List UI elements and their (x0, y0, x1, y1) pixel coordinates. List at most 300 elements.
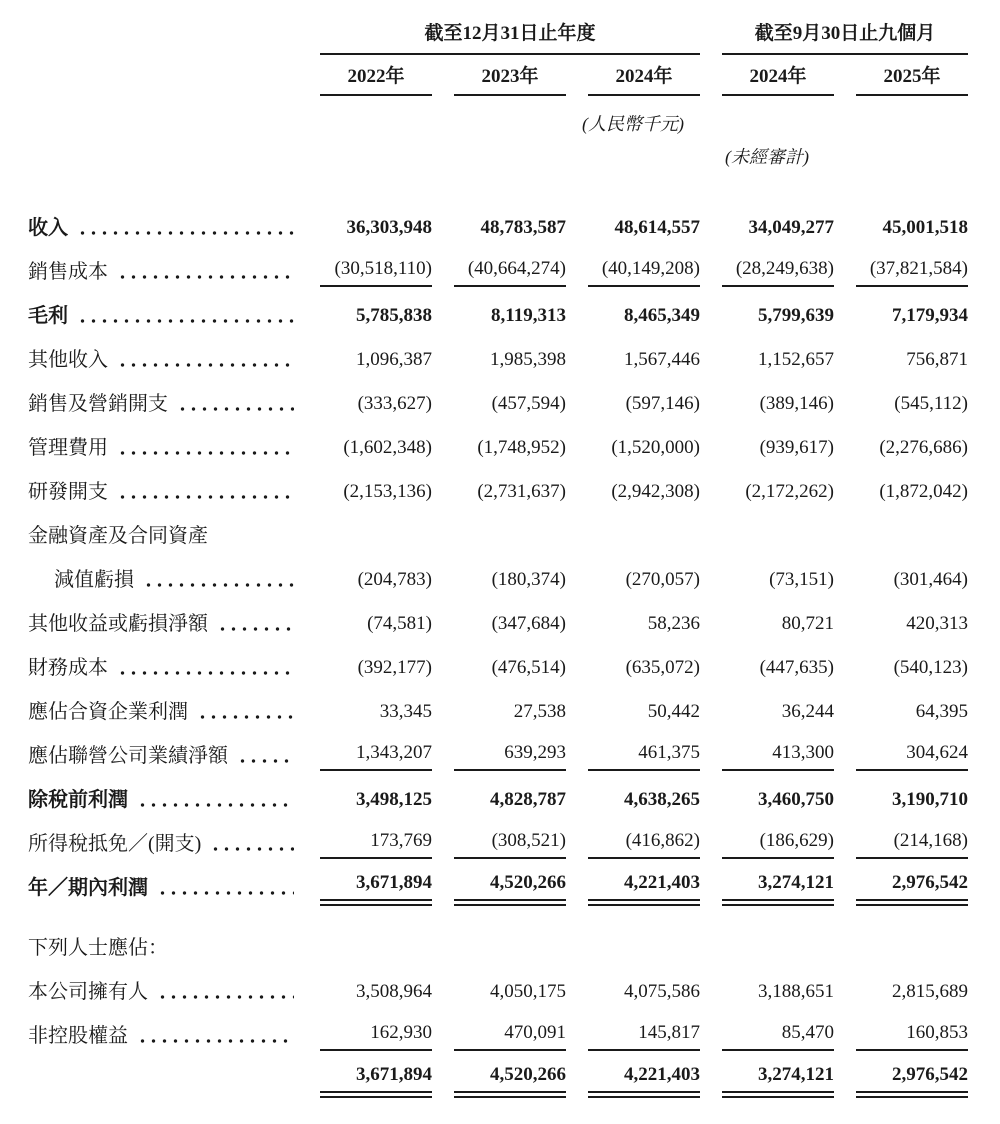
value-text: 3,671,894 (356, 1063, 432, 1085)
row-label-text: 金融資產及合同資產 (28, 525, 208, 547)
underline-rule (856, 769, 968, 771)
table-row (28, 646, 968, 690)
value-cell (298, 250, 432, 294)
value-cell (566, 970, 700, 1014)
row-label (28, 523, 298, 549)
value-cell (566, 1014, 700, 1058)
value-cell (298, 338, 432, 382)
dot-leader (217, 627, 294, 631)
value-text: 36,303,948 (346, 217, 432, 238)
value-cell (298, 690, 432, 734)
double-underline-rule (722, 1091, 834, 1098)
value-text: 1,343,207 (356, 742, 432, 763)
value-cell (700, 778, 834, 822)
value-text: 4,075,586 (624, 981, 700, 1002)
row-label (28, 347, 298, 373)
value-cell (298, 646, 432, 690)
value-cell (432, 778, 566, 822)
dot-leader (77, 319, 294, 323)
underline-rule (588, 94, 700, 96)
value-cell (834, 1058, 968, 1102)
value-cell (700, 426, 834, 470)
label-column-spacer (28, 144, 298, 170)
value-cell (700, 646, 834, 690)
underline-rule (722, 769, 834, 771)
value-text: 4,520,266 (490, 871, 566, 893)
row-label-text: 除稅前利潤 (28, 789, 128, 811)
value-cell (566, 206, 700, 250)
value-cell (700, 866, 834, 910)
value-text: (2,153,136) (343, 481, 432, 502)
value-text: 413,300 (772, 742, 834, 763)
value-cell (566, 646, 700, 690)
underline-rule (320, 285, 432, 287)
value-cell (298, 970, 432, 1014)
value-cell (432, 206, 566, 250)
value-text: (28,249,638) (735, 258, 834, 279)
value-cell (432, 470, 566, 514)
value-cell (298, 778, 432, 822)
value-text: 5,799,639 (758, 305, 834, 326)
row-label-text: 非控股權益 (28, 1025, 128, 1047)
value-text: 756,871 (906, 349, 968, 370)
value-cell (432, 250, 566, 294)
value-cell (298, 866, 432, 910)
value-cell (834, 970, 968, 1014)
value-cell (834, 206, 968, 250)
value-text: (1,872,042) (879, 481, 968, 502)
value-cell (298, 294, 432, 338)
value-cell (432, 690, 566, 734)
value-text: 3,188,651 (758, 981, 834, 1002)
value-text: 3,671,894 (356, 871, 432, 893)
value-text: (939,617) (759, 437, 834, 458)
dot-leader (237, 759, 294, 763)
dot-leader (77, 231, 294, 235)
table-row (28, 866, 968, 910)
table-row (28, 822, 968, 866)
value-cell (700, 514, 834, 558)
value-cell (566, 470, 700, 514)
dot-leader (143, 583, 294, 587)
currency-note: (人民幣千元) (582, 114, 684, 134)
value-cell (700, 602, 834, 646)
value-text: (2,942,308) (611, 481, 700, 502)
value-cell (432, 866, 566, 910)
underline-rule (454, 1049, 566, 1051)
table-row (28, 338, 968, 382)
value-cell (432, 602, 566, 646)
underline-rule (454, 857, 566, 859)
double-underline-rule (588, 1091, 700, 1098)
value-cell (432, 558, 566, 602)
value-text: (333,627) (357, 393, 432, 414)
value-text: (2,731,637) (477, 481, 566, 502)
value-cell (834, 734, 968, 778)
value-cell (834, 1014, 968, 1058)
value-text: 461,375 (638, 742, 700, 763)
row-label-text: 收入 (28, 217, 68, 239)
value-cell (834, 338, 968, 382)
currency-note-row (28, 111, 968, 137)
value-text: (1,520,000) (611, 437, 700, 458)
value-cell (700, 558, 834, 602)
value-cell (432, 822, 566, 866)
dot-leader (137, 1039, 294, 1043)
value-cell (834, 602, 968, 646)
value-cell (566, 382, 700, 426)
value-text: 5,785,838 (356, 305, 432, 326)
value-text: 3,274,121 (758, 1063, 834, 1085)
value-cell (700, 206, 834, 250)
row-label (28, 1023, 298, 1049)
underline-rule (588, 857, 700, 859)
value-cell (700, 470, 834, 514)
column-group-row (28, 22, 968, 55)
value-text: (2,172,262) (745, 481, 834, 502)
underline-rule (320, 769, 432, 771)
table-row (28, 1014, 968, 1058)
table-row (28, 250, 968, 294)
value-text: 27,538 (513, 701, 566, 722)
value-cell (566, 926, 700, 970)
value-text: 4,221,403 (624, 1063, 700, 1085)
double-underline-rule (320, 899, 432, 906)
value-cell (432, 734, 566, 778)
table-row (28, 426, 968, 470)
col-group-annual (298, 22, 700, 55)
value-text: (2,276,686) (879, 437, 968, 458)
row-label-text: 其他收入 (28, 349, 108, 371)
row-label-text: 減值虧損 (54, 569, 134, 591)
double-underline-rule (856, 899, 968, 906)
underline-rule (856, 1049, 968, 1051)
value-cell (566, 250, 700, 294)
dot-leader (117, 451, 294, 455)
value-cell (700, 690, 834, 734)
year-header-row (28, 65, 968, 96)
row-label (28, 259, 298, 285)
row-label (28, 303, 298, 329)
value-cell (566, 558, 700, 602)
value-text: 1,096,387 (356, 349, 432, 370)
value-text: 3,498,125 (356, 789, 432, 810)
value-text: (270,057) (625, 569, 700, 590)
col-header-2024: 2024年 (566, 65, 700, 96)
value-text: 160,853 (906, 1022, 968, 1043)
value-text: 470,091 (504, 1022, 566, 1043)
value-cell (432, 646, 566, 690)
col-group-nine-months-title: 截至9月30日止九個月 (722, 22, 968, 55)
value-cell (298, 926, 432, 970)
value-cell (834, 294, 968, 338)
value-text: 4,828,787 (490, 789, 566, 810)
value-text: 85,470 (781, 1022, 834, 1043)
underline-rule (588, 769, 700, 771)
double-underline-rule (588, 899, 700, 906)
value-cell (566, 734, 700, 778)
table-row (28, 514, 968, 558)
value-cell (834, 426, 968, 470)
value-text: (301,464) (893, 569, 968, 590)
row-label (28, 979, 298, 1005)
row-label-text: 下列人士應佔： (28, 937, 168, 959)
row-label (28, 831, 298, 857)
value-cell (566, 602, 700, 646)
value-cell (298, 734, 432, 778)
underline-rule (722, 94, 834, 96)
value-cell (834, 646, 968, 690)
value-text: (1,748,952) (477, 437, 566, 458)
value-cell (566, 338, 700, 382)
underline-rule (588, 285, 700, 287)
underline-rule (454, 94, 566, 96)
value-text: 33,345 (379, 701, 432, 722)
value-text: 2,976,542 (892, 1063, 968, 1085)
value-cell (298, 382, 432, 426)
row-label-text: 應佔聯營公司業績淨額 (28, 745, 228, 767)
value-text: 3,190,710 (892, 789, 968, 810)
value-text: 64,395 (915, 701, 968, 722)
value-cell (700, 1014, 834, 1058)
value-cell (834, 690, 968, 734)
value-cell (432, 926, 566, 970)
value-text: (30,518,110) (334, 258, 432, 279)
value-text: 45,001,518 (882, 217, 968, 238)
value-cell (700, 294, 834, 338)
value-cell (834, 470, 968, 514)
underline-rule (722, 857, 834, 859)
value-text: 58,236 (647, 613, 700, 634)
value-text: 7,179,934 (892, 305, 968, 326)
table-row (28, 1058, 968, 1102)
value-cell (700, 382, 834, 426)
value-text: 4,520,266 (490, 1063, 566, 1085)
table-row (28, 926, 968, 970)
row-label-text: 財務成本 (28, 657, 108, 679)
value-text: (347,684) (491, 613, 566, 634)
dot-leader (157, 891, 294, 895)
value-text: 3,460,750 (758, 789, 834, 810)
underline-rule (320, 1049, 432, 1051)
underline-rule (856, 857, 968, 859)
row-label (28, 655, 298, 681)
value-text: 420,313 (906, 613, 968, 634)
value-cell (298, 470, 432, 514)
table-row (28, 734, 968, 778)
dot-leader (117, 275, 294, 279)
value-cell (566, 778, 700, 822)
value-cell (298, 822, 432, 866)
table-row (28, 558, 968, 602)
dot-leader (197, 715, 294, 719)
col-group-annual-title: 截至12月31日止年度 (320, 22, 700, 55)
value-cell (432, 1014, 566, 1058)
dot-leader (177, 407, 294, 411)
value-text: 2,976,542 (892, 871, 968, 893)
value-cell (566, 866, 700, 910)
underline-rule (320, 94, 432, 96)
value-text: (392,177) (357, 657, 432, 678)
row-label-text: 年／期內利潤 (28, 877, 148, 899)
row-label (28, 391, 298, 417)
table-row (28, 206, 968, 250)
value-text: (635,072) (625, 657, 700, 678)
value-cell (566, 514, 700, 558)
unaudited-note-row (28, 144, 968, 170)
value-text: (40,149,208) (601, 258, 700, 279)
table-row (28, 470, 968, 514)
row-label-text: 所得稅抵免／(開支) (28, 833, 202, 855)
value-cell (700, 970, 834, 1014)
value-text: (37,821,584) (869, 258, 968, 279)
value-cell (566, 294, 700, 338)
value-cell (834, 382, 968, 426)
value-cell (432, 970, 566, 1014)
dot-leader (210, 847, 294, 851)
value-text: 1,152,657 (758, 349, 834, 370)
row-label (28, 875, 298, 901)
value-cell (298, 602, 432, 646)
value-cell (298, 206, 432, 250)
col-group-nine-months (700, 22, 968, 55)
value-cell (834, 514, 968, 558)
value-text: (73,151) (769, 569, 834, 590)
underline-rule (856, 94, 968, 96)
table-row (28, 970, 968, 1014)
dot-leader (157, 995, 294, 999)
value-cell (834, 866, 968, 910)
value-cell (700, 1058, 834, 1102)
value-text: 8,119,313 (491, 305, 566, 326)
value-text: (180,374) (491, 569, 566, 590)
value-cell (566, 690, 700, 734)
row-label-text: 銷售及營銷開支 (28, 393, 168, 415)
underline-rule (588, 1049, 700, 1051)
value-cell (700, 926, 834, 970)
value-cell (834, 926, 968, 970)
value-text: (74,581) (367, 613, 432, 634)
value-text: (597,146) (625, 393, 700, 414)
value-text: (308,521) (491, 830, 566, 851)
value-cell (700, 250, 834, 294)
double-underline-rule (454, 1091, 566, 1098)
value-cell (298, 558, 432, 602)
double-underline-rule (722, 899, 834, 906)
row-label-text: 研發開支 (28, 481, 108, 503)
table-row (28, 690, 968, 734)
dot-leader (117, 363, 294, 367)
underline-rule (454, 285, 566, 287)
value-text: 145,817 (638, 1022, 700, 1043)
label-column-spacer (28, 111, 298, 137)
row-label-text: 本公司擁有人 (28, 981, 148, 1003)
value-cell (834, 250, 968, 294)
row-label-text: 銷售成本 (28, 261, 108, 283)
value-text: 162,930 (370, 1022, 432, 1043)
value-cell (566, 1058, 700, 1102)
row-label (28, 215, 298, 241)
row-label-text: 毛利 (28, 305, 68, 327)
value-text: 8,465,349 (624, 305, 700, 326)
value-cell (834, 778, 968, 822)
col-header-2023: 2023年 (432, 65, 566, 96)
value-text: 34,049,277 (748, 217, 834, 238)
value-cell (432, 294, 566, 338)
value-text: (476,514) (491, 657, 566, 678)
double-underline-rule (454, 899, 566, 906)
value-text: 48,783,587 (480, 217, 566, 238)
value-text: 80,721 (781, 613, 834, 634)
value-text: 36,244 (781, 701, 834, 722)
table-body (28, 206, 1000, 1102)
table-header (28, 22, 1000, 170)
value-text: 50,442 (647, 701, 700, 722)
value-text: 1,985,398 (490, 349, 566, 370)
row-label-text: 其他收益或虧損淨額 (28, 613, 208, 635)
value-text: 2,815,689 (892, 981, 968, 1002)
value-text: 639,293 (504, 742, 566, 763)
value-text: 4,221,403 (624, 871, 700, 893)
value-cell (298, 426, 432, 470)
value-text: (40,664,274) (467, 258, 566, 279)
row-label-text: 管理費用 (28, 437, 108, 459)
table-row (28, 294, 968, 338)
underline-rule (454, 769, 566, 771)
value-text: 173,769 (370, 830, 432, 851)
value-text: 3,274,121 (758, 871, 834, 893)
value-text: 4,050,175 (490, 981, 566, 1002)
table-row (28, 602, 968, 646)
value-text: (447,635) (759, 657, 834, 678)
col-header-2024-nine-months: 2024年 (700, 65, 834, 96)
underline-rule (320, 857, 432, 859)
table-row (28, 382, 968, 426)
row-label (28, 743, 298, 769)
value-cell (432, 1058, 566, 1102)
row-label (28, 935, 298, 961)
dot-leader (117, 495, 294, 499)
value-cell (700, 734, 834, 778)
value-cell (298, 1014, 432, 1058)
underline-rule (722, 1049, 834, 1051)
value-cell (432, 426, 566, 470)
row-label (28, 699, 298, 725)
double-underline-rule (856, 1091, 968, 1098)
value-cell (432, 382, 566, 426)
value-cell (700, 338, 834, 382)
value-text: (457,594) (491, 393, 566, 414)
row-label-text: 應佔合資企業利潤 (28, 701, 188, 723)
label-column-spacer (28, 22, 298, 55)
value-cell (700, 822, 834, 866)
value-text: (540,123) (893, 657, 968, 678)
underline-rule (856, 285, 968, 287)
value-cell (566, 426, 700, 470)
value-text: (1,602,348) (343, 437, 432, 458)
value-cell (298, 1058, 432, 1102)
row-label (28, 435, 298, 461)
value-text: 4,638,265 (624, 789, 700, 810)
value-text: (545,112) (894, 393, 968, 414)
value-text: (214,168) (893, 830, 968, 851)
row-label (28, 567, 298, 593)
dot-leader (117, 671, 294, 675)
underline-rule (722, 285, 834, 287)
value-text: (186,629) (759, 830, 834, 851)
value-cell (834, 822, 968, 866)
label-column-spacer (28, 65, 298, 96)
